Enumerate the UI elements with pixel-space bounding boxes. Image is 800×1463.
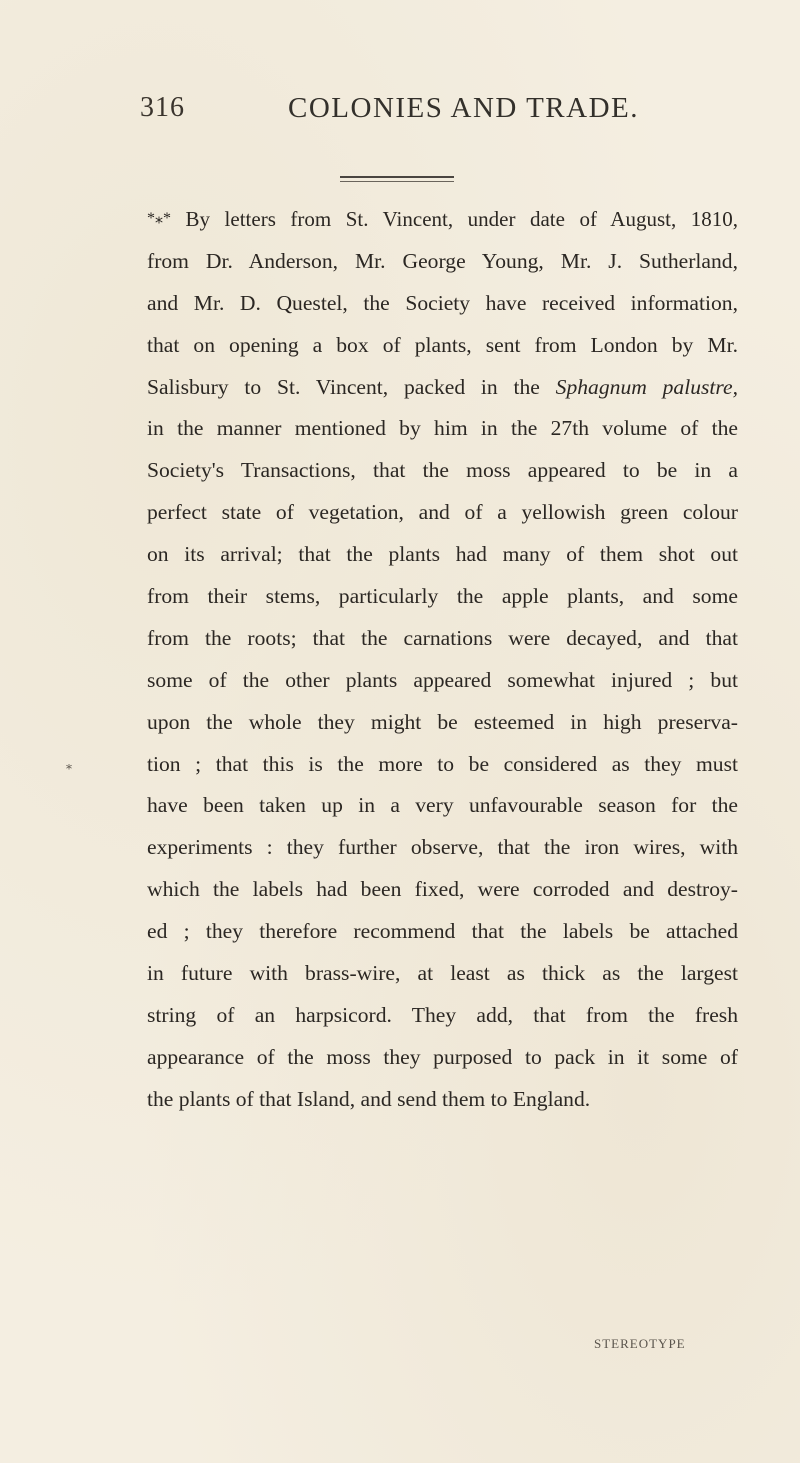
text-line: have been taken up in a very unfavourable season for the xyxy=(147,793,738,818)
text-line: ed ; they therefore recommend that the labels be attached xyxy=(147,919,738,944)
body-paragraph xyxy=(147,199,738,1121)
text-line: the plants of that Island, and send them to England. xyxy=(147,1086,591,1111)
text-line: in future with brass-wire, at least as thick as the largest xyxy=(147,961,738,986)
text-line: perfect state of vegetation, and of a yellowish green colour xyxy=(147,500,738,525)
stereotype-imprint: STEREOTYPE xyxy=(594,1336,686,1351)
text-line: some of the other plants appeared somewhat injured ; but xyxy=(147,667,738,692)
text-line-content: Salisbury to St. Vincent, packed in the xyxy=(147,374,556,399)
header-rule xyxy=(340,176,454,182)
text-line: appearance of the moss they purposed to pack in it some of xyxy=(147,1044,738,1069)
text-line: that on opening a box of plants, sent from London by Mr. xyxy=(147,332,738,357)
text-line: from Dr. Anderson, Mr. George Young, Mr. J. Sutherland, xyxy=(147,248,738,273)
text-line xyxy=(147,199,738,241)
text-line xyxy=(147,367,738,409)
text-line: experiments : they further observe, that the iron wires, with xyxy=(147,835,738,860)
text-line-content: By letters from St. Vincent, under date of August, 1810, xyxy=(185,207,738,231)
species-name: Sphagnum palustre, xyxy=(555,374,738,399)
text-line: Society's Transactions, that the moss appeared to be in a xyxy=(147,458,738,483)
text-line: on its arrival; that the plants had many of them shot out xyxy=(147,542,738,567)
stray-ink-mark: ⁎ xyxy=(66,758,72,772)
page-number: 316 xyxy=(140,92,185,123)
text-line: from the roots; that the carnations were decayed, and that xyxy=(147,625,738,650)
page-header xyxy=(140,92,740,132)
asterism-mark: *⁎* xyxy=(147,210,171,227)
text-line: which the labels had been fixed, were corroded and destroy- xyxy=(147,877,738,902)
text-line: and Mr. D. Questel, the Society have received information, xyxy=(147,290,738,315)
running-head: COLONIES AND TRADE. xyxy=(288,92,639,124)
text-line: upon the whole they might be esteemed in high preserva- xyxy=(147,709,738,734)
text-line: in the manner mentioned by him in the 27th volume of the xyxy=(147,416,738,441)
text-line: tion ; that this is the more to be considered as they must xyxy=(147,751,738,776)
text-line: from their stems, particularly the apple plants, and some xyxy=(147,584,738,609)
text-line: string of an harpsicord. They add, that from the fresh xyxy=(147,1002,738,1027)
